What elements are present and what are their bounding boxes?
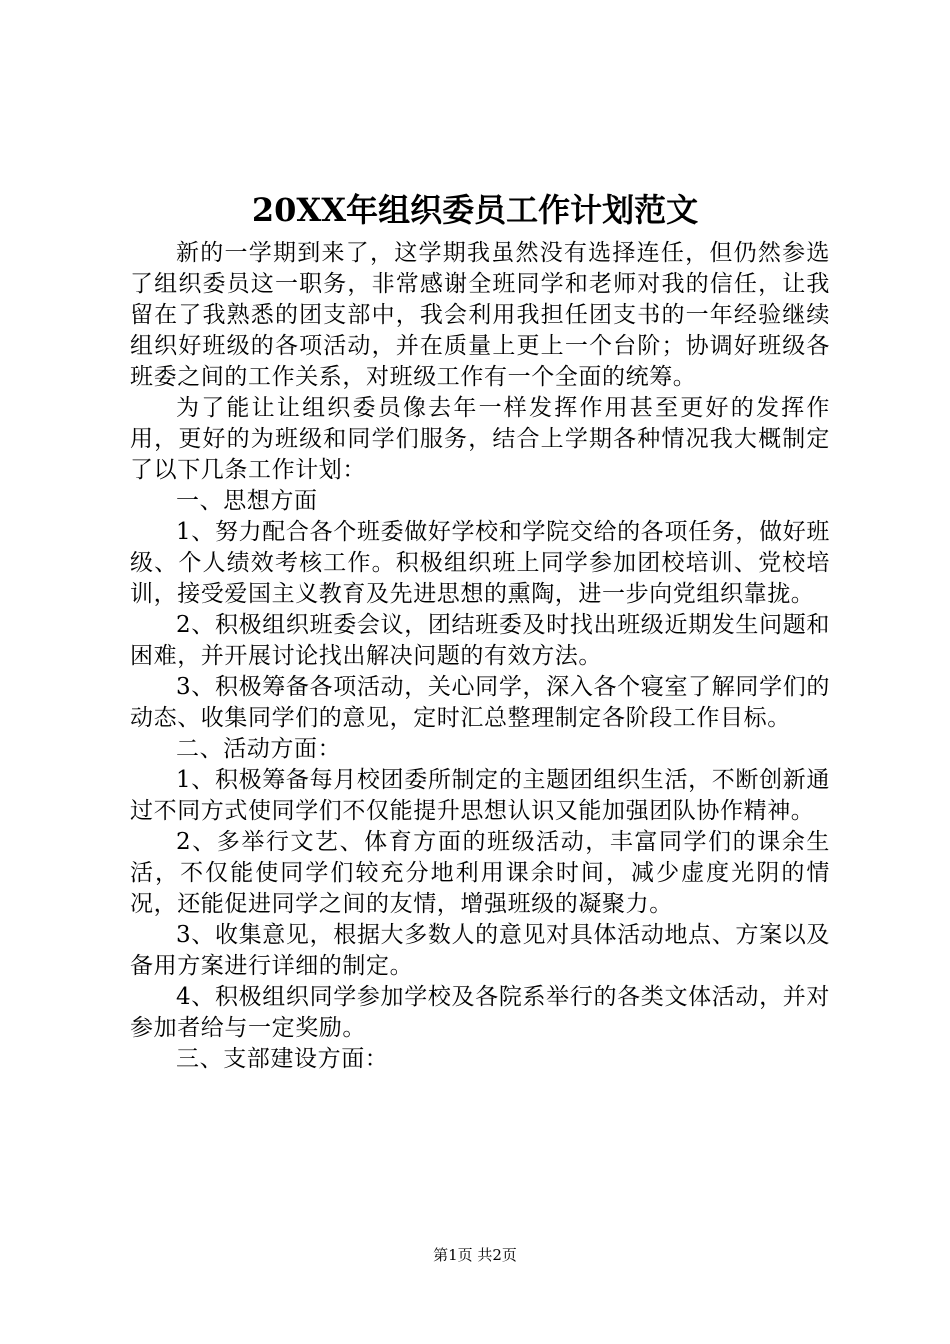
list-item: 2、多举行文艺、体育方面的班级活动，丰富同学们的课余生活，不仅能使同学们较充分地利用课余时间，减少虚度光阴的情况，还能促进同学之间的友情，增强班级的凝聚力。 [130, 829, 830, 917]
list-item: 1、积极筹备每月校团委所制定的主题团组织生活，不断创新通过不同方式使同学们不仅能提升思想认识又能加强团队协作精神。 [130, 767, 830, 824]
paragraph-plan-intro: 为了能让让组织委员像去年一样发挥作用甚至更好的发挥作用，更好的为班级和同学们服务，结合上学期各种情况我大概制定了以下几条工作计划： [130, 395, 830, 483]
section-heading-activity: 二、活动方面： [176, 736, 342, 762]
section-heading-branch: 三、支部建设方面： [176, 1046, 389, 1072]
list-item: 3、收集意见，根据大多数人的意见对具体活动地点、方案以及备用方案进行详细的制定。 [130, 922, 830, 979]
document-title: 20XX年组织委员工作计划范文 [251, 191, 699, 229]
list-item: 1、努力配合各个班委做好学校和学院交给的各项任务，做好班级、个人绩效考核工作。积极组织班上同学参加团校培训、党校培训，接受爱国主义教育及先进思想的熏陶，进一步向党组织靠拢。 [130, 519, 830, 607]
document-body [130, 238, 830, 1075]
page-number-footer: 第1页 共2页 [433, 1246, 517, 1264]
paragraph-intro: 新的一学期到来了，这学期我虽然没有选择连任，但仍然参选了组织委员这一职务，非常感谢全班同学和老师对我的信任，让我留在了我熟悉的团支部中，我会利用我担任团支书的一年经验继续组织好班级的各项活动，并在质量上更上一个台阶；协调好班级各班委之间的工作关系，对班级工作有一个全面的统筹。 [130, 240, 830, 390]
list-item: 4、积极组织同学参加学校及各院系举行的各类文体活动，并对参加者给与一定奖励。 [130, 984, 830, 1041]
section-heading-thought: 一、思想方面 [176, 488, 318, 514]
list-item: 2、积极组织班委会议，团结班委及时找出班级近期发生问题和困难，并开展讨论找出解决问题的有效方法。 [130, 612, 830, 669]
list-item: 3、积极筹备各项活动，关心同学，深入各个寝室了解同学们的动态、收集同学们的意见，定时汇总整理制定各阶段工作目标。 [130, 674, 830, 731]
